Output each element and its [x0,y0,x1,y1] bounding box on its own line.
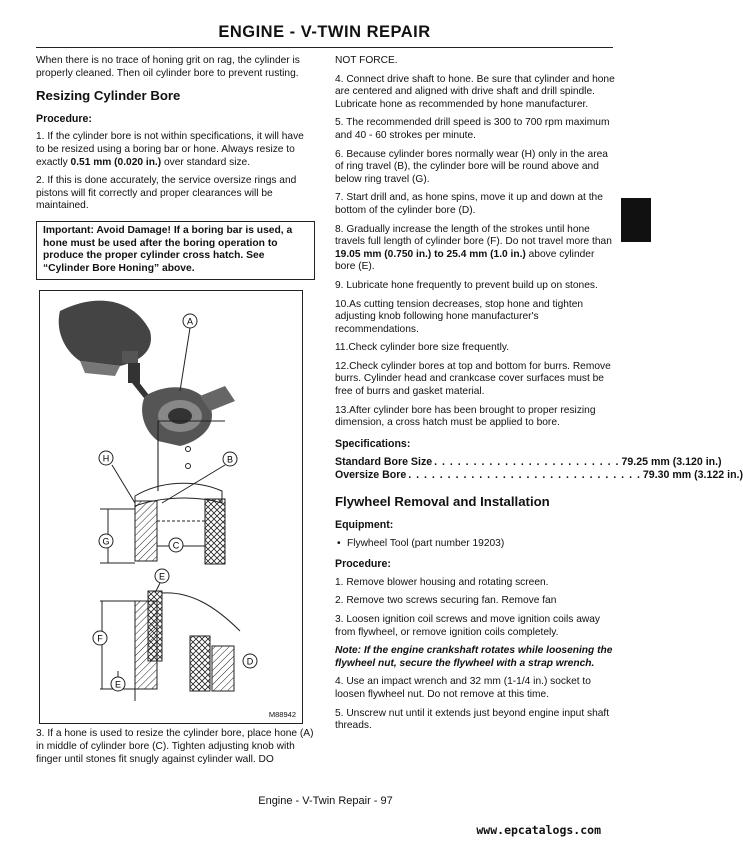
svg-text:G: G [102,536,110,547]
section-heading-flywheel: Flywheel Removal and Installation [335,494,550,510]
figure-id: M88942 [268,709,296,719]
page-header [36,20,613,48]
flywheel-note: Note: If the engine crankshaft rotates while loosening the flywheel nut, secure the flywheel with a strap wrench. [335,645,613,669]
step-1: 1. If the cylinder bore is not within specifications, it will have to be resized using a boring bar or hone. Always resize to exactly 0.51 mm (0.020 in.) over standard size. [36,131,304,168]
left-column [36,55,315,772]
step-4: 4. Connect drive shaft to hone. Be sure that cylinder and hone are centered and aligned with drive shaft and drill spindle. Lubricate hone as recommended by hone manufacturer. [335,73,615,110]
step-13: 13.After cylinder bore has been brought to proper resizing dimension, a cross hatch must be applied to bore. [335,404,596,429]
cylinder-bore-diagram [40,291,304,725]
page-title: ENGINE - V-TWIN REPAIR [218,23,431,41]
svg-text:H: H [102,453,110,464]
flywheel-step-2: 2. Remove two screws securing fan. Remove fan [335,595,557,607]
procedure-heading: Procedure: [36,112,92,125]
right-column [335,55,743,739]
step-11: 11.Check cylinder bore size frequently. [335,342,510,354]
svg-text:C: C [172,540,180,551]
svg-text:E: E [158,571,166,582]
cylinder-bore-figure [39,290,303,724]
svg-text:E: E [114,679,122,690]
step-10: 10.As cutting tension decreases, stop hone and tighten adjusting knob following hone manufacturer's recommendations. [335,298,584,335]
step-5: 5. The recommended drill speed is 300 to 700 rpm maximum and 40 - 60 strokes per minute. [335,117,610,141]
specifications-heading: Specifications: [335,437,411,450]
equipment-item: • Flywheel Tool (part number 19203) [335,538,615,551]
flywheel-step-4: 4. Use an impact wrench and 32 mm (1-1/4 in.) socket to loosen flywheel nut. Do not remove at this time. [335,676,591,700]
step-7: 7. Start drill and, as hone spins, move it up and down at the bottom of the cylinder bore (D). [335,192,603,216]
watermark: www.epcatalogs.com [476,823,601,837]
flywheel-step-3: 3. Loosen ignition coil screws and move ignition coils away from flywheel, or remove ignition coils completely. [335,614,601,638]
step-8: 8. Gradually increase the length of the strokes until hone travels full length of cylinder bore (F). Do not travel more than 19.05 mm (0.750 in.) to 25.4 mm (1.0 in.) above cylinder bore (E). [335,223,612,273]
important-notice: Important: Avoid Damage! If a boring bar is used, a hone must be used after the boring operation to produce the proper cylinder cross hatch. See “Cylinder Bore Honing” above. [36,221,315,280]
step-2: 2. If this is done accurately, the service oversize rings and pistons will fit correctly and proper clearances will be maintained. [36,175,297,212]
step-6: 6. Because cylinder bores normally wear (H) only in the area of ring travel (B), the cylinder bore will be round above and below ring travel (G). [335,148,608,185]
page-footer: Engine - V-Twin Repair - 97 [258,795,393,807]
svg-text:B: B [226,454,234,465]
step-3-continued: NOT FORCE. [335,55,398,66]
flywheel-procedure-heading: Procedure: [335,558,391,571]
hone-tool-illustration [142,386,235,446]
equipment-heading: Equipment: [335,519,394,532]
step-12: 12.Check cylinder bores at top and bottom for burrs. Remove burrs. Cylinder head and crankcase cover surfaces must be free of burrs and gasket material. [335,360,611,398]
bore-cross-section-upper [100,484,225,565]
intro-paragraph: When there is no trace of honing grit on rag, the cylinder is properly cleaned. Then oil cylinder bore to prevent rusting. [36,55,300,79]
step-9: 9. Lubricate hone frequently to prevent build up on stones. [335,279,598,291]
svg-text:D: D [246,656,254,667]
svg-text:F: F [97,633,103,644]
flywheel-step-5: 5. Unscrew nut until it extends just beyond engine input shaft threads. [335,707,610,732]
drill-illustration [59,301,152,403]
flywheel-step-1: 1. Remove blower housing and rotating screen. [335,576,549,588]
section-heading-resizing: Resizing Cylinder Bore [36,88,181,104]
step-3: 3. If a hone is used to resize the cylinder bore, place hone (A) in middle of cylinder bore (C). Tighten adjusting knob with finger until stones fit snugly against cylinder wall. DO [36,728,314,765]
spec-row-standard-bore: Standard Bore Size . . . . . . . . . . . . . . . . . . . . . . . . 79.25 mm (3.120 in.) [335,456,722,469]
spec-row-oversize-bore: Oversize Bore . . . . . . . . . . . . . . . . . . . . . . . . . . . . . . 79.30 mm (3.122 in.) [335,469,743,482]
section-tab-marker [621,198,651,242]
svg-text:A: A [186,316,194,327]
